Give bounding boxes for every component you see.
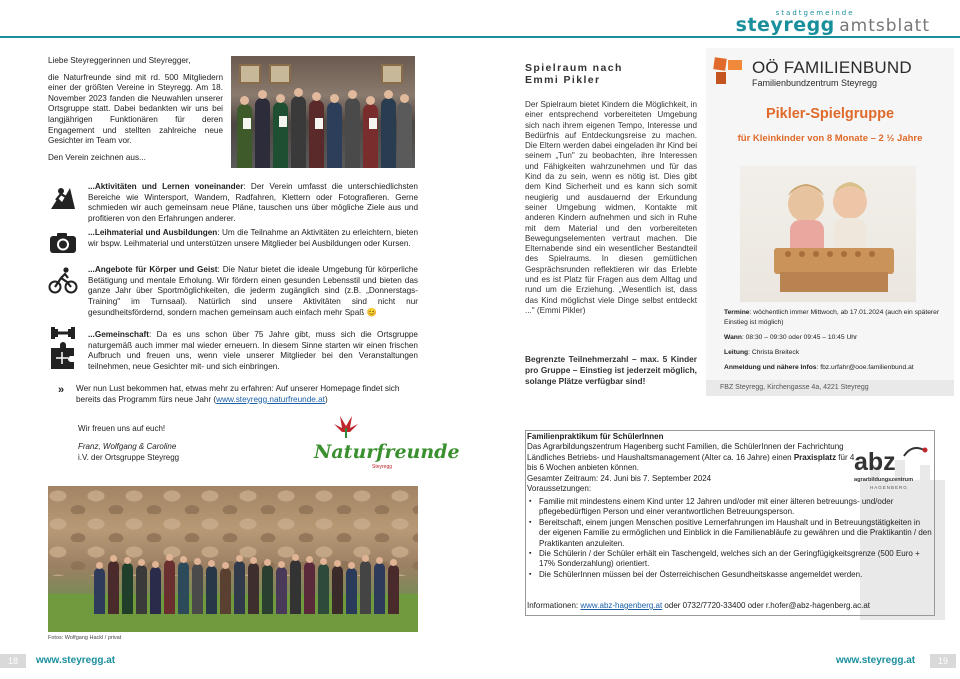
- group-person: [262, 565, 273, 614]
- cyclist-icon: [48, 265, 78, 295]
- abz-zeitraum: Gesamter Zeitraum: 24. Juni bis 7. September 2024: [527, 473, 712, 483]
- group-person-head: [278, 561, 285, 568]
- svg-text:Naturfreunde: Naturfreunde: [314, 441, 460, 463]
- abz-contact: Informationen: www.abz-hagenberg.at oder 0732/7720-33400 oder r.hofer@abz-hagenberg.ac.at: [527, 601, 871, 610]
- group-person-head: [222, 562, 229, 569]
- puzzle-icon: [48, 342, 78, 372]
- abz-logo-icon: [902, 444, 930, 460]
- group-person: [122, 563, 133, 614]
- climbing-icon: [48, 182, 78, 212]
- group-person: [220, 568, 231, 614]
- naturfreunde-link[interactable]: www.steyregg.naturfreunde.at: [216, 394, 325, 404]
- group-person: [332, 566, 343, 614]
- naturfreunde-logo: [310, 412, 460, 476]
- group-person-head: [348, 562, 355, 569]
- team-photo: [231, 56, 415, 168]
- header-rule: [0, 36, 960, 38]
- arrow-icon: »: [58, 384, 65, 396]
- pikler-termine: : wöchentlich immer Mittwoch, ab 17.01.2024 (auch ein späterer Einstieg ist möglich): [724, 309, 940, 326]
- page-number-left: 18: [0, 654, 26, 668]
- group-person-head: [152, 561, 159, 568]
- masthead-suffix: amtsblatt: [839, 16, 930, 36]
- intro-greeting: Liebe Steyreggerinnen und Steyregger,: [48, 56, 191, 65]
- abz-link[interactable]: www.abz-hagenberg.at: [580, 601, 663, 610]
- group-person-head: [292, 554, 299, 561]
- group-person-head: [320, 558, 327, 565]
- abz-title: Familienpraktikum für SchülerInnen: [527, 432, 664, 441]
- group-person: [248, 563, 259, 614]
- group-person: [304, 562, 315, 614]
- pikler-wann: : 08:30 – 09:30 oder 09:45 – 10:45 Uhr: [741, 334, 858, 341]
- group-person: [164, 560, 175, 614]
- group-person: [192, 564, 203, 614]
- group-person: [206, 566, 217, 614]
- group-person: [360, 561, 371, 614]
- group-person: [150, 567, 161, 614]
- group-person: [346, 568, 357, 614]
- abz-requirements: [527, 497, 933, 580]
- group-person-head: [138, 559, 145, 566]
- footer-url-right[interactable]: www.steyregg.at: [836, 655, 916, 666]
- homepage-note-end: ): [324, 394, 328, 404]
- photo-credit: Fotos: Wolfgang Hackl / privat: [48, 635, 122, 641]
- pikler-anmeldung: : fbz.urfahr@ooe.familienbund.at: [816, 364, 914, 371]
- group-person: [94, 568, 105, 614]
- signature-org: i.V. der Ortsgruppe Steyregg: [78, 452, 180, 462]
- feature-activities-title: ...Aktivitäten und Lernen voneinander: [88, 182, 244, 191]
- group-person: [276, 567, 287, 614]
- familienbund-logo-icon: [712, 56, 744, 86]
- group-person-head: [110, 555, 117, 562]
- camera-icon: [48, 228, 78, 258]
- group-person: [290, 560, 301, 614]
- list-item: ▪ Familie mit mindestens einem Kind unter 12 Jahren und/oder mit einer älteren betreuungs- und/oder pflegebedürftigen Person und einer verantwortlichen Betreuungsperson.: [527, 497, 933, 518]
- footer-url-left[interactable]: www.steyregg.at: [36, 655, 116, 666]
- familienbund-address: FBZ Steyregg, Kirchengasse 4a, 4221 Steyregg: [706, 380, 954, 396]
- page-number-right: 19: [930, 654, 956, 668]
- feature-material-text: : Um die Teilnahme an Aktivitäten zu erleichtern, bieten wir bspw. Leihmaterial und unterstützen unsere Mitglieder bei Ausbildungen oder Kursen.: [88, 228, 419, 248]
- masthead-brand: steyregg: [735, 14, 835, 36]
- abz-logo-sub: agrarbildungszentrum: [854, 477, 914, 483]
- wall-frame: [381, 64, 403, 84]
- group-person-head: [334, 560, 341, 567]
- masthead-small: stadtgemeinde: [775, 9, 855, 17]
- signature: [78, 442, 179, 463]
- spielraum-title: Spielraum nach Emmi Pikler: [525, 62, 623, 86]
- abz-voraussetzungen: Voraussetzungen:: [527, 484, 592, 494]
- list-item: ▪ Die Schülerin / der Schüler erhält ein Taschengeld, welches sich an der Geringfügigkeitsgrenze (500 Euro + 17% Sonderzahlung) orientiert.: [527, 549, 933, 570]
- spielraum-notice: Begrenzte Teilnehmerzahl – max. 5 Kinder pro Gruppe – Einstieg ist jederzeit möglich, solange Plätze verfügbar sind!: [525, 354, 697, 386]
- intro-text: [48, 56, 223, 169]
- spielraum-body: Der Spielraum bietet Kindern die Möglichkeit, in einer entsprechend vorbereiteten Umgebung sich nach ihrem eigenen Tempo, Interesse und Bedürfnis auf Entdeckungsreise zu machen. Die Eltern werden dabei eingeladen ihr Kind bei seinem „Tun" zu beobachten, ihre Interessen und Fähigkeiten wahrzunehmen und für das Kind da zu sein, wenn es nötig ist. Dies gibt dem Kind Sicherheit und es kann sich somit neugierig und ausdauernd der Erkundung seiner Umgebung widmen, Kontakte mit anderen Kindern aufnehmen und sich in Ruhe mit dem Material und den vorbereiteten Bewegungselementen vertraut machen. Die Elternabende sind ein wesentlicher Bestandteil des Spielraums. In diesen gemütlichen Gesprächsrunden reflektieren wir das Erlebte und es ist Platz für Fragen aus dem Alltag und rund um die Erziehung. „Wesentlich ist, dass das Kind möglichst viele Dinge selbst entdeckt ..." (Emmi Pikler): [525, 100, 697, 315]
- familienbund-subtitle: Familienbundzentrum Steyregg: [752, 78, 878, 88]
- group-person: [318, 564, 329, 614]
- group-person-head: [390, 559, 397, 566]
- list-item: ▪ Die SchülerInnen müssen bei der Österreichischen Gesundheitskasse angemeldet werden.: [527, 570, 933, 580]
- feature-body-mind-text: : Die Natur bietet die ideale Umgebung für körperliche Betätigung und mentale Erholung. Wir fördern einen gesunden Lebensstil und bieten das ganze Jahr über Sportmöglichkeiten, die jederm zugänglich sind (z.B. „Donnerstags-Training" im Turnsaal). Natürlich sind unsere Aktivitäten sind nicht nur gesundheitsfördernd, sondern machen gemeinsam auch einfach mehr Spaß 😊: [88, 265, 418, 317]
- group-person: [374, 563, 385, 614]
- group-person-head: [236, 555, 243, 562]
- group-person-head: [194, 558, 201, 565]
- group-person-head: [166, 554, 173, 561]
- group-person-head: [180, 556, 187, 563]
- abz-intro: Familienpraktikum für SchülerInnen Das Agrarbildungszentrum Hagenberg sucht Familien, die SchülerInnen der Fachrichtung Ländliches Betriebs- und Haushaltsmanagement (Alter ca. 16 Jahre) einen Praxisplatz für 4 bis 6 Wochen anbieten können. Gesamter Zeitraum: 24. Juni bis 7. September 2024 Voraussetzungen:: [527, 432, 857, 494]
- familienbund-name: OÖ FAMILIENBUND: [752, 58, 912, 77]
- children-photo: [740, 166, 916, 302]
- group-person: [178, 562, 189, 614]
- abz-logo-sub2: HAGENBERG: [870, 485, 908, 490]
- feature-body-mind-title: ...Angebote für Körper und Geist: [88, 265, 218, 274]
- list-item: ▪ Bereitschaft, einem jungen Menschen positive Lernerfahrungen im Haushalt und in Betreuungstätigkeiten in der eigenen Familie zu ermöglichen und Einblick in die Familienabläufe zu gewähren und die Praktikantin / den Praktikanten anzuleiten.: [527, 518, 933, 549]
- pikler-subheading: für Kleinkinder von 8 Monate – 2 ½ Jahre: [737, 133, 923, 144]
- homepage-note-text: Wer nun Lust bekommen hat, etwas mehr zu erfahren: Auf unserer Homepage findet sich bereits das Programm fürs neue Jahr (: [76, 384, 400, 404]
- group-person-head: [250, 557, 257, 564]
- feature-community-text: : Da es uns schon über 75 Jahre gibt, muss sich die Ortsgruppe naturgemäß auch immer mal wieder erneuern. In diesem Sinne starten wir einen frischen Aufbruch und freuen uns, wenn viele unserer Mitglieder bei den Veranstaltungen teilnehmen, neue Gesichter mit- und sich einbringen.: [88, 330, 418, 372]
- group-photo: [48, 486, 418, 632]
- abz-logo-text: abz: [854, 448, 896, 476]
- abz-logo: [852, 444, 932, 494]
- greeting: Wir freuen uns auf euch!: [78, 424, 166, 433]
- group-person: [388, 565, 399, 614]
- group-person-head: [306, 556, 313, 563]
- group-person-head: [362, 555, 369, 562]
- masthead: [735, 9, 930, 36]
- group-person: [108, 561, 119, 614]
- group-person-head: [208, 560, 215, 567]
- svg-text:Steyregg: Steyregg: [372, 464, 393, 470]
- signature-names: Franz, Wolfgang & Caroline: [78, 442, 177, 451]
- pikler-leitung: : Christa Breiteck: [748, 349, 800, 356]
- wall-frame: [269, 64, 291, 84]
- feature-material-title: ...Leihmaterial und Ausbildungen: [88, 228, 218, 237]
- pikler-heading: Pikler-Spielgruppe: [765, 106, 895, 122]
- group-person-head: [376, 557, 383, 564]
- wall-frame: [239, 64, 261, 84]
- group-person: [234, 561, 245, 614]
- intro-lead: Den Verein zeichnen aus...: [48, 152, 146, 162]
- group-person-head: [96, 562, 103, 569]
- group-person: [136, 565, 147, 614]
- feature-activities-text: : Der Verein umfasst die unterschiedlichsten Bereiche wie Wintersport, Wandern, Radfahren, Klettern oder Fotografieren. Gerne schmieden wir auch gemeinsam neue Pläne, tauschen uns über mögliche Ziele aus und profitieren von den Erfahrungen anderer.: [88, 182, 418, 224]
- familienbund-box: [706, 48, 954, 396]
- group-person-head: [264, 559, 271, 566]
- group-person-head: [124, 557, 131, 564]
- intro-paragraph: die Naturfreunde sind mit rd. 500 Mitgliedern einer der größten Vereine in Steyregg. Am 18. November 2023 fanden die Neuwahlen unserer Ortsgruppe statt. Dabei bedankten wir uns bei langjährigen Funktionären für deren Engagement und stellten zahlreiche neue Gesichter im Team vor.: [48, 72, 223, 146]
- pikler-details: Termine: wöchentlich immer Mittwoch, ab 17.01.2024 (auch ein späterer Einstieg ist möglich) Wann: 08:30 – 09:30 oder 09:45 – 10:45 Uhr Leitung: Christa Breiteck Anmeldung und nähere Infos: fbz.urfahr@ooe.familienbund.at: [724, 309, 940, 371]
- feature-community-title: ...Gemeinschaft: [88, 330, 149, 339]
